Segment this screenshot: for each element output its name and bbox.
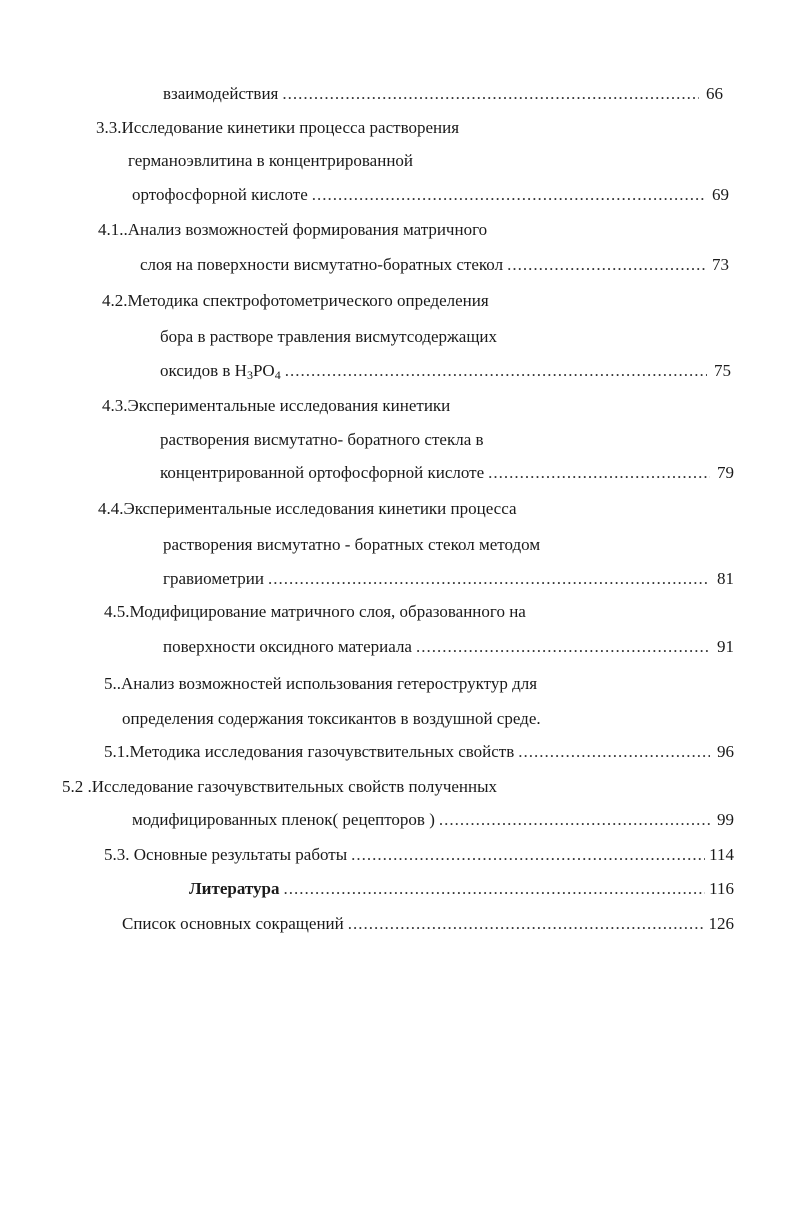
toc-entry-4-3 xyxy=(102,394,450,418)
toc-entry-text: взаимодействия xyxy=(163,84,279,103)
toc-entry-text: 3.3.Исследование кинетики процесса растворения xyxy=(96,118,460,137)
toc-page-number: 73 xyxy=(712,255,729,274)
toc-entry-text: растворения висмутатно- боратного стекла в xyxy=(160,430,484,449)
toc-entry-3-3-cont xyxy=(128,149,413,173)
toc-entry-text: 5.2 .Исследование газочувствительных свойств полученных xyxy=(62,777,498,796)
toc-entry-text: ортофосфорной кислоте xyxy=(132,185,308,204)
toc-entry-4-3-last xyxy=(160,461,734,485)
toc-page-number: 91 xyxy=(717,637,734,656)
toc-page-number: 79 xyxy=(717,463,734,482)
toc-entry-5-2-last xyxy=(132,808,734,832)
toc-entry-4-2 xyxy=(102,289,489,313)
toc-entry-abbreviations xyxy=(122,912,734,936)
toc-entry-4-1 xyxy=(98,218,487,242)
toc-page-number: 114 xyxy=(709,845,734,864)
toc-page-number: 69 xyxy=(712,185,729,204)
toc-entry-4-5-last xyxy=(163,635,734,659)
toc-page-number: 75 xyxy=(714,361,731,380)
toc-entry-text: концентрированной ортофосфорной кислоте xyxy=(160,463,485,482)
toc-entry-text: Литература xyxy=(189,879,280,898)
dot-leader xyxy=(488,461,710,485)
toc-entry-text: 5.3. Основные результаты работы xyxy=(104,845,348,864)
toc-entry-text: поверхности оксидного материала xyxy=(163,637,412,656)
toc-page-number: 96 xyxy=(717,742,734,761)
toc-entry-text: 4.3.Экспериментальные исследования кинетики xyxy=(102,396,451,415)
dot-leader xyxy=(282,82,699,106)
dot-leader xyxy=(416,635,710,659)
toc-entry-interaction xyxy=(163,82,723,106)
dot-leader xyxy=(518,740,710,764)
dot-leader xyxy=(268,567,710,591)
toc-entry-text: гравиометрии xyxy=(163,569,264,588)
toc-entry-text: модифицированных пленок( рецепторов ) xyxy=(132,810,435,829)
toc-entry-4-5 xyxy=(104,600,526,624)
toc-entry-text: 4.5.Модифицирование матричного слоя, образованного на xyxy=(104,602,526,621)
toc-page-number: 66 xyxy=(706,84,723,103)
dot-leader xyxy=(348,912,705,936)
toc-entry-text: германоэвлитина в концентрированной xyxy=(128,151,414,170)
toc-entry-text: слоя на поверхности висмутатно-боратных стекол xyxy=(140,255,504,274)
toc-entry-4-2-cont xyxy=(160,325,497,349)
dot-leader xyxy=(312,183,705,207)
dot-leader xyxy=(285,359,707,383)
dot-leader xyxy=(351,843,705,867)
toc-entry-4-4-cont xyxy=(163,533,540,557)
toc-entry-4-2-last xyxy=(160,359,731,383)
toc-page-number: 126 xyxy=(708,914,734,933)
toc-entry-text: растворения висмутатно - боратных стекол методом xyxy=(163,535,541,554)
toc-page-number: 116 xyxy=(709,879,734,898)
toc-entry-text: 4.4.Экспериментальные исследования кинетики процесса xyxy=(98,499,517,518)
toc-entry-text: оксидов в $H_3PO_4$ xyxy=(160,361,281,382)
toc-entry-4-4-last xyxy=(163,567,734,591)
toc-entry-4-1-last xyxy=(140,253,729,277)
toc-entry-4-3-cont xyxy=(160,428,484,452)
toc-entry-3-3-last xyxy=(132,183,729,207)
toc-page-number: 99 xyxy=(717,810,734,829)
dot-leader xyxy=(439,808,710,832)
toc-entry-text: определения содержания токсикантов в воздушной среде. xyxy=(122,709,541,728)
toc-entry-text: Список основных сокращений xyxy=(122,914,344,933)
toc-entry-5-2 xyxy=(62,775,497,799)
toc-entry-5-3 xyxy=(104,843,734,867)
toc-entry-literature xyxy=(189,877,734,901)
toc-entry-3-3 xyxy=(96,116,459,140)
toc-entry-text: 5..Анализ возможностей использования гетероструктур для xyxy=(104,674,538,693)
toc-entry-text: 5.1.Методика исследования газочувствительных свойств xyxy=(104,742,515,761)
toc-entry-4-4 xyxy=(98,497,517,521)
toc-entry-text: 4.1..Анализ возможностей формирования матричного xyxy=(98,220,488,239)
toc-entry-5-cont xyxy=(122,707,541,731)
toc-entry-5-1 xyxy=(104,740,734,764)
toc-page-number: 81 xyxy=(717,569,734,588)
toc-entry-text: бора в растворе травления висмутсодержащих xyxy=(160,327,498,346)
toc-entry-text: 4.2.Методика спектрофотометрического определения xyxy=(102,291,489,310)
dot-leader xyxy=(283,877,705,901)
toc-entry-5 xyxy=(104,672,537,696)
dot-leader xyxy=(507,253,705,277)
